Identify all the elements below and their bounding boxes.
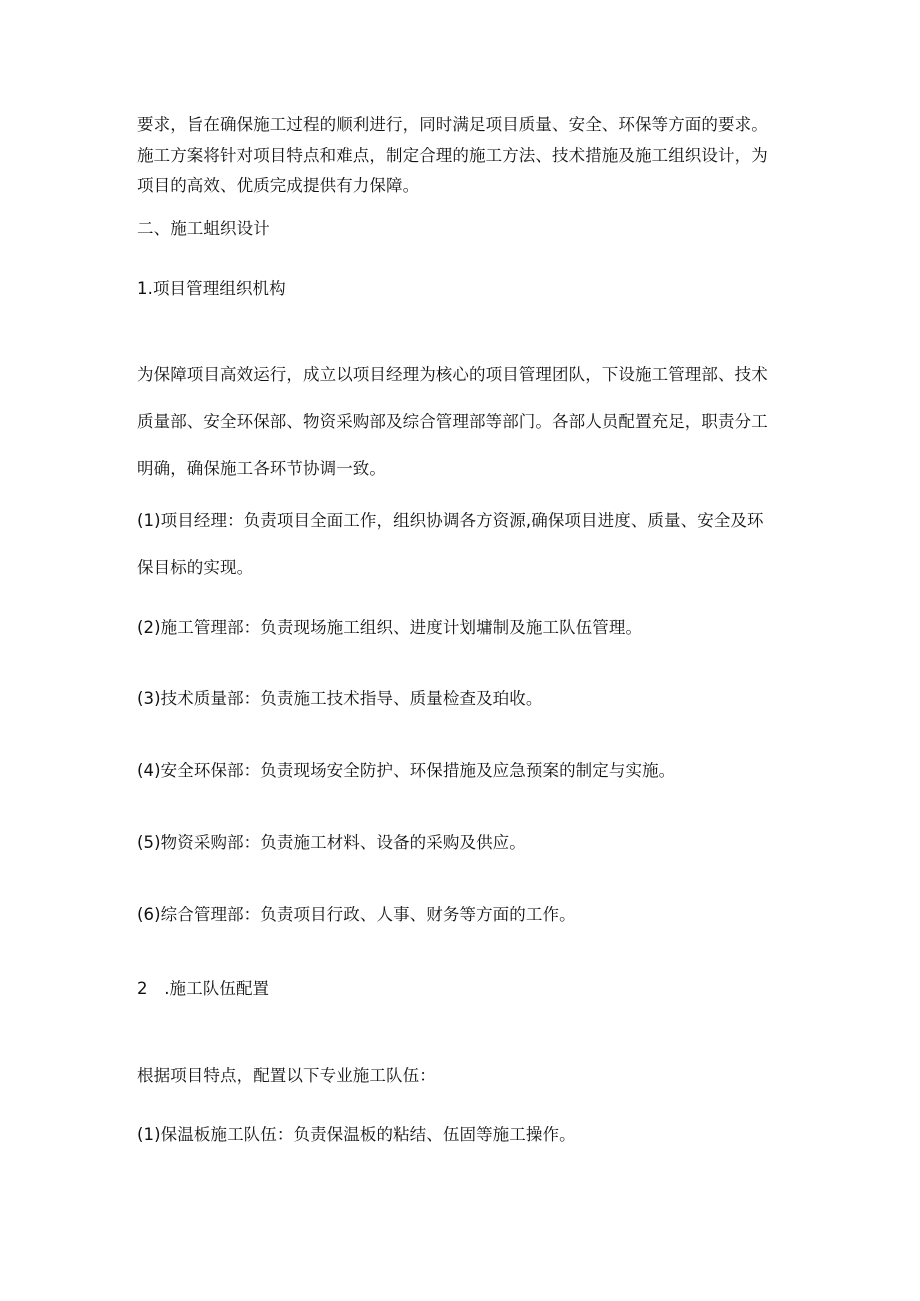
org-line-2: 质量部、安全环保部、物资采购部及综合管理部等部门。各部人员配置充足，职责分工 xyxy=(137,412,768,431)
subsection-1-heading: 1.项目管理组织机构 xyxy=(137,279,286,298)
role-item-1-line-1: (1)项目经理：负责项目全面工作，组织协调各方资源,确保项目进度、质量、安全及环 xyxy=(137,511,764,530)
section-2-heading: 二、施工蛆织设计 xyxy=(137,219,270,238)
org-line-1: 为保障项目高效运行，成立以项目经理为核心的项目管理团队，下设施工管理部、技术 xyxy=(137,365,768,384)
intro-line-3: 项目的高效、优质完成提供有力保障。 xyxy=(137,176,420,195)
intro-line-1: 要求，旨在确保施工过程的顺利进行，同时满足项目质量、安全、环保等方面的要求。 xyxy=(137,115,768,134)
role-item-6: (6)综合管理部：负责项目行政、人事、财务等方面的工作。 xyxy=(137,905,576,924)
org-line-3: 明确，确保施工各环节协调一致。 xyxy=(137,459,386,478)
team-item-1: (1)保温板施工队伍：负责保温板的粘结、伍固等施工操作。 xyxy=(137,1125,576,1144)
intro-line-2: 施工方案将针对项目特点和难点，制定合理的施工方法、技术措施及施工组织设计，为 xyxy=(137,146,768,165)
role-item-4: (4)安全环保部：负责现场安全防护、环保措施及应急预案的制定与实施。 xyxy=(137,761,676,780)
role-item-2: (2)施工管理部：负责现场施工组织、进度计划墉制及施工队伍管理。 xyxy=(137,618,643,637)
role-item-5: (5)物资采购部：负责施工材料、设备的采购及供应。 xyxy=(137,833,526,852)
subsection-2-heading: 2 .施工队伍配置 xyxy=(137,979,270,998)
team-intro: 根据项目特点，配置以下专业施工队伍： xyxy=(137,1066,436,1085)
role-item-1-line-2: 保目标的实现。 xyxy=(137,558,254,577)
role-item-3: (3)技术质量部：负责施工技术指导、质量检查及珀收。 xyxy=(137,689,543,708)
